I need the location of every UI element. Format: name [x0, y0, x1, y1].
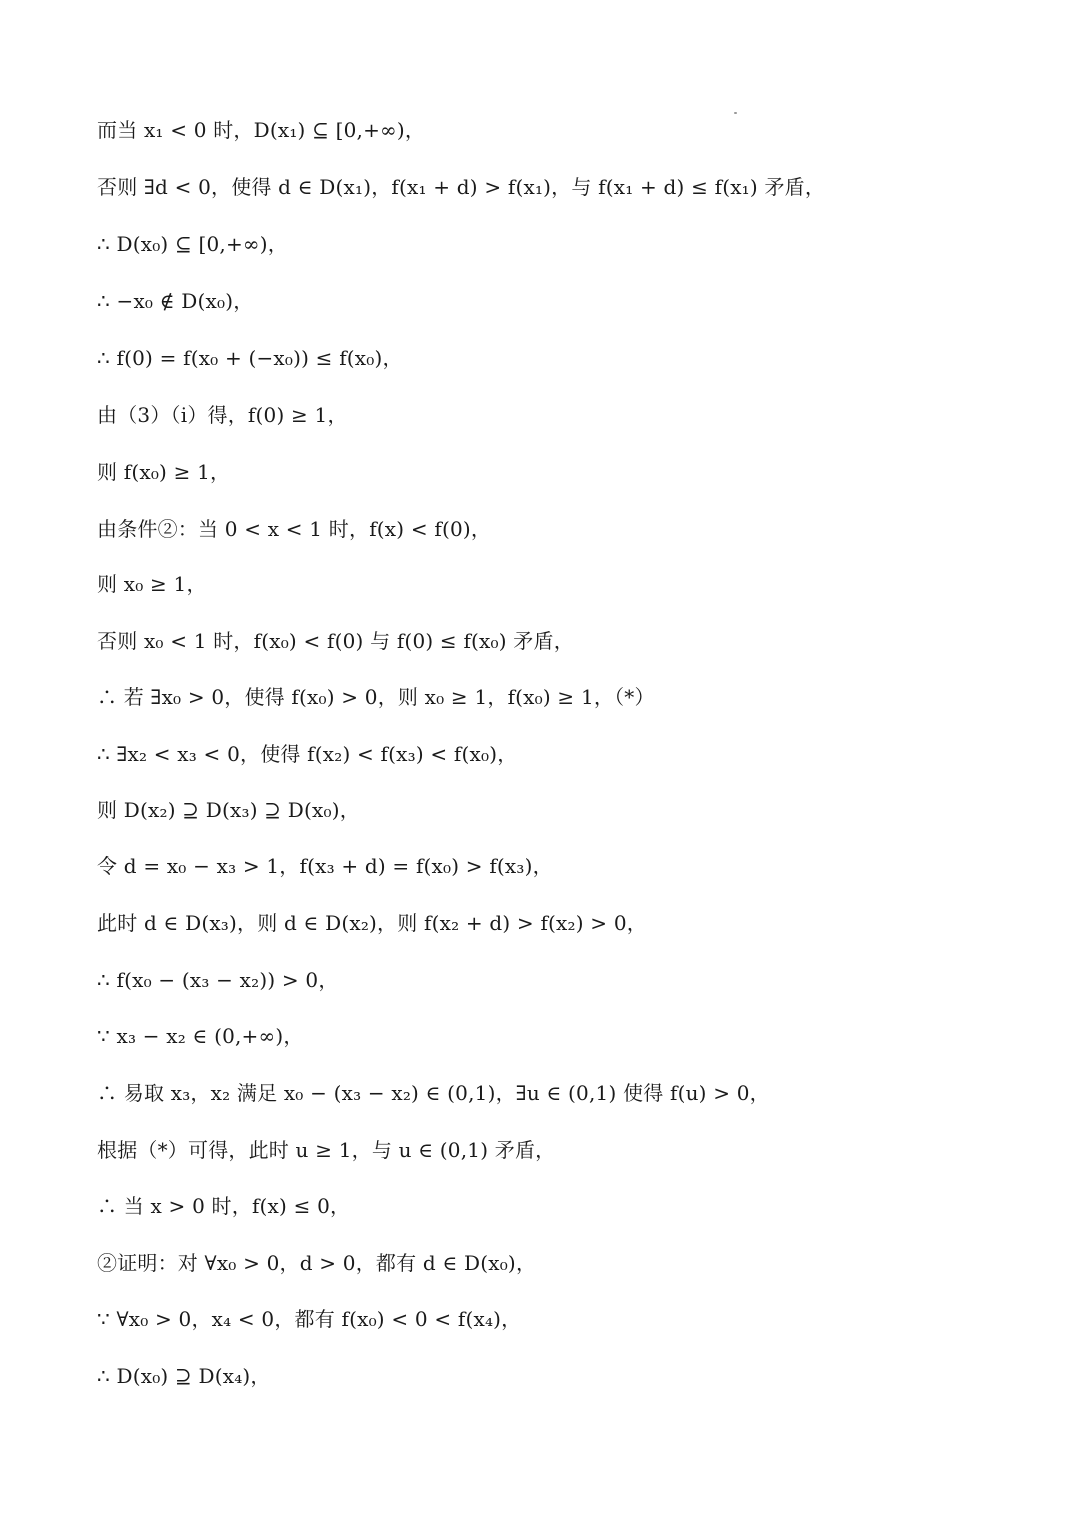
proof-line: ∴ f(0) = f(x₀ + (−x₀)) ≤ f(x₀)，: [97, 346, 403, 370]
proof-line: ∵ ∀x₀ > 0，x₄ < 0，都有 f(x₀) < 0 < f(x₄)，: [97, 1307, 522, 1331]
proof-line: ∴ 当 x > 0 时，f(x) ≤ 0，: [97, 1194, 351, 1218]
proof-line: 否则 ∃d < 0，使得 d ∈ D(x₁)，f(x₁ + d) > f(x₁)，与 f(x₁ + d) ≤ f(x₁) 矛盾，: [97, 175, 826, 199]
proof-line: ∵ x₃ − x₂ ∈ (0,+∞)，: [97, 1024, 304, 1048]
proof-line: ②证明：对 ∀x₀ > 0，d > 0，都有 d ∈ D(x₀)，: [97, 1251, 537, 1275]
proof-line: 根据（*）可得，此时 u ≥ 1，与 u ∈ (0,1) 矛盾，: [97, 1138, 556, 1162]
proof-line: ∴ f(x₀ − (x₃ − x₂)) > 0，: [97, 968, 339, 992]
proof-line: ∴ D(x₀) ⊆ [0,+∞)，: [97, 232, 288, 256]
proof-line: 由条件②：当 0 < x < 1 时，f(x) < f(0)，: [97, 517, 492, 541]
proof-line: 令 d = x₀ − x₃ > 1，f(x₃ + d) = f(x₀) > f(x₃)，: [97, 854, 553, 878]
proof-line: 由（3）（i）得，f(0) ≥ 1，: [97, 403, 348, 427]
proof-line: ∴ D(x₀) ⊇ D(x₄)，: [97, 1364, 271, 1388]
proof-line: 否则 x₀ < 1 时，f(x₀) < f(0) 与 f(0) ≤ f(x₀) 矛盾，: [97, 629, 574, 653]
proof-line: ∴ 若 ∃x₀ > 0，使得 f(x₀) > 0，则 x₀ ≥ 1，f(x₀) ≥ 1，（*）: [97, 685, 655, 709]
proof-line: ∴ −x₀ ∉ D(x₀)，: [97, 289, 254, 313]
proof-line: 则 x₀ ≥ 1，: [97, 572, 207, 596]
proof-line: ∴ 易取 x₃，x₂ 满足 x₀ − (x₃ − x₂) ∈ (0,1)，∃u ∈ (0,1) 使得 f(u) > 0，: [97, 1081, 770, 1105]
proof-line: ∴ ∃x₂ < x₃ < 0，使得 f(x₂) < f(x₃) < f(x₀)，: [97, 742, 518, 766]
proof-line: 而当 x₁ < 0 时，D(x₁) ⊆ [0,+∞)，: [97, 118, 426, 142]
proof-line: 则 f(x₀) ≥ 1，: [97, 460, 231, 484]
proof-line: 则 D(x₂) ⊇ D(x₃) ⊇ D(x₀)，: [97, 798, 360, 822]
proof-line: 此时 d ∈ D(x₃)，则 d ∈ D(x₂)，则 f(x₂ + d) > f(x₂) > 0，: [97, 911, 647, 935]
